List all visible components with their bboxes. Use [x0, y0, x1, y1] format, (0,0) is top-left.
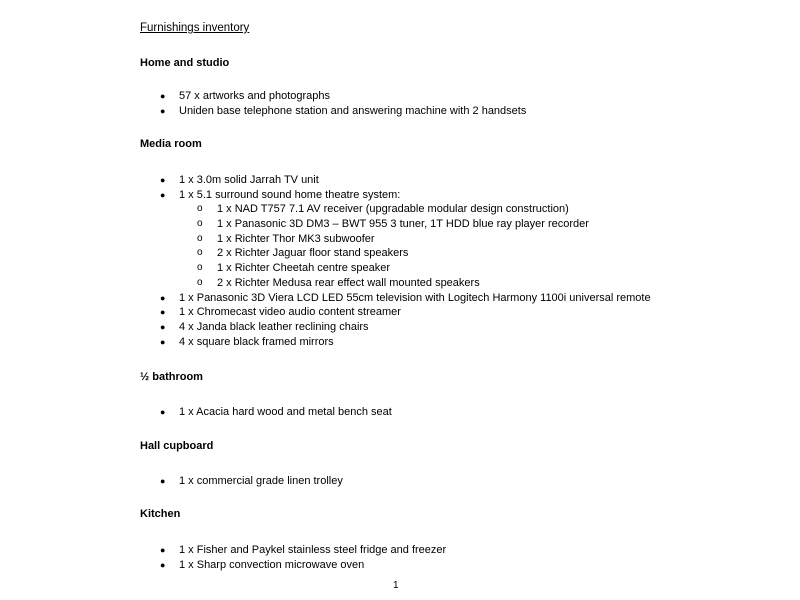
- bullet-icon: ●: [160, 292, 166, 303]
- circle-bullet-icon: o: [197, 262, 203, 274]
- list-item: [0, 291, 800, 306]
- section-heading-home-and-studio: Home and studio: [140, 57, 230, 69]
- bullet-icon: ●: [160, 476, 166, 486]
- section-heading-hall-cupboard: Hall cupboard: [140, 440, 214, 452]
- list-item-text: 1 x Panasonic 3D Viera LCD LED 55cm television with Logitech Harmony 1100i universal remote: [179, 291, 651, 304]
- list-item: [0, 335, 800, 350]
- sub-list-item-text: 1 x NAD T757 7.1 AV receiver (upgradable modular design construction): [217, 203, 569, 216]
- bullet-icon: ●: [160, 91, 166, 101]
- list-item-text: 1 x Sharp convection microwave oven: [179, 558, 365, 571]
- bullet-icon: ●: [160, 321, 166, 332]
- sub-list-item-text: 1 x Richter Cheetah centre speaker: [217, 262, 391, 275]
- list-item: [0, 558, 800, 573]
- list-item-text: 1 x 5.1 surround sound home theatre system:: [179, 188, 401, 201]
- list-item: [0, 104, 800, 119]
- sub-list-item: [0, 246, 800, 261]
- section-heading-half-bathroom: ½ bathroom: [140, 371, 203, 383]
- list-item: [0, 320, 800, 335]
- list-item: [0, 89, 800, 104]
- sub-list-item-text: 2 x Richter Medusa rear effect wall mounted speakers: [217, 276, 480, 289]
- bullet-icon: ●: [160, 105, 166, 116]
- list-item-text: 1 x commercial grade linen trolley: [179, 475, 343, 487]
- bullet-icon: ●: [160, 189, 166, 200]
- bullet-icon: ●: [160, 559, 166, 570]
- bullet-icon: ●: [160, 307, 166, 318]
- sub-list-item: [0, 232, 800, 247]
- list-item-text: 1 x Acacia hard wood and metal bench seat: [179, 406, 392, 418]
- list-item: [0, 474, 800, 489]
- bullet-icon: ●: [160, 336, 166, 347]
- bullet-icon: ●: [160, 545, 166, 555]
- sub-list-item: [0, 202, 800, 217]
- list-home-and-studio: [0, 89, 800, 118]
- circle-bullet-icon: o: [197, 218, 203, 230]
- list-item: [0, 405, 800, 420]
- sub-list-item-text: 1 x Richter Thor MK3 subwoofer: [217, 232, 375, 245]
- bullet-icon: ●: [160, 175, 166, 185]
- list-item-text: 57 x artworks and photographs: [179, 90, 331, 102]
- circle-bullet-icon: o: [197, 276, 203, 288]
- sub-list-item: [0, 261, 800, 276]
- list-item-text: 1 x Fisher and Paykel stainless steel fridge and freezer: [179, 544, 447, 556]
- document-title: Furnishings inventory: [140, 22, 250, 34]
- circle-bullet-icon: o: [197, 232, 203, 244]
- circle-bullet-icon: o: [197, 203, 203, 215]
- list-item-text: 4 x Janda black leather reclining chairs: [179, 320, 369, 333]
- list-item-text: 1 x 3.0m solid Jarrah TV unit: [179, 174, 319, 186]
- list-item: [0, 173, 800, 188]
- page-number: 1: [393, 580, 399, 591]
- sub-list-item-text: 1 x Panasonic 3D DM3 – BWT 955 3 tuner, 1T HDD blue ray player recorder: [217, 218, 589, 231]
- list-item-text: 4 x square black framed mirrors: [179, 335, 334, 348]
- list-item: [0, 188, 800, 203]
- list-item-text: Uniden base telephone station and answering machine with 2 handsets: [179, 104, 527, 117]
- list-item: [0, 305, 800, 320]
- circle-bullet-icon: o: [197, 247, 203, 259]
- sub-list-item: [0, 276, 800, 291]
- sub-list-item: [0, 217, 800, 232]
- section-heading-media-room: Media room: [140, 138, 202, 150]
- bullet-icon: ●: [160, 407, 166, 417]
- list-kitchen: [0, 543, 800, 572]
- list-media-room: [0, 173, 800, 349]
- list-item-text: 1 x Chromecast video audio content streamer: [179, 306, 401, 319]
- list-half-bathroom: [0, 405, 800, 420]
- list-hall-cupboard: [0, 474, 800, 489]
- sub-list-item-text: 2 x Richter Jaguar floor stand speakers: [217, 247, 409, 260]
- list-item: [0, 543, 800, 558]
- section-heading-kitchen: Kitchen: [140, 508, 181, 520]
